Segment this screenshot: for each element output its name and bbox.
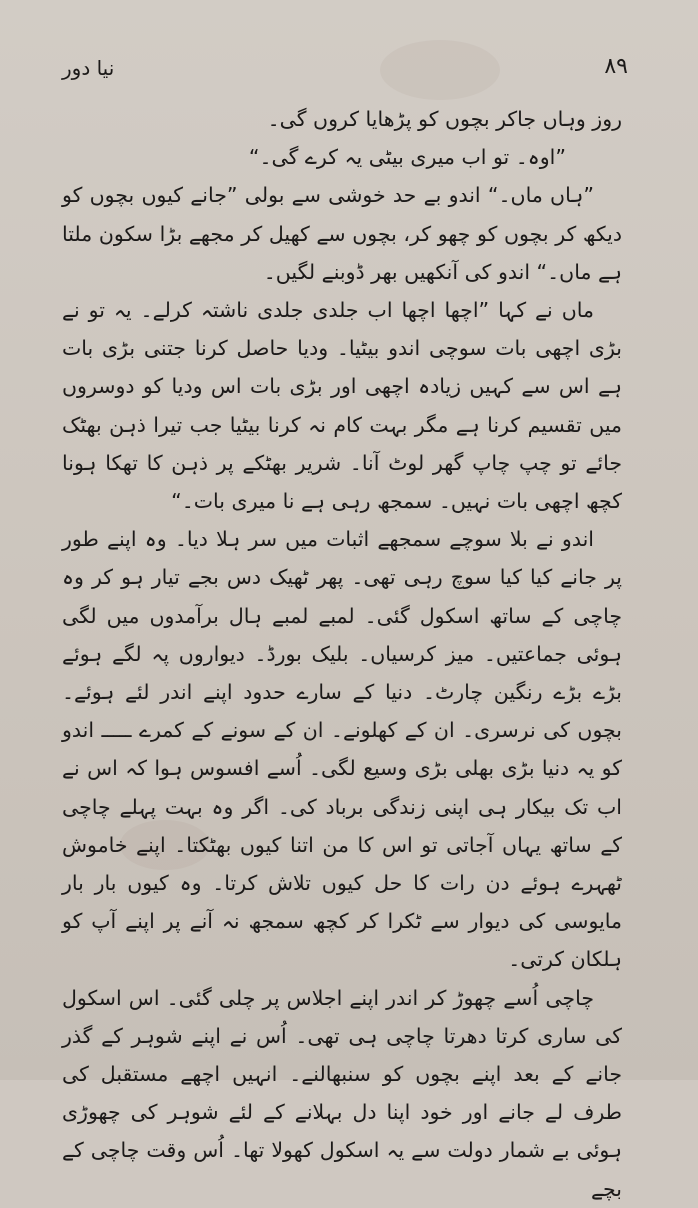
paragraph-5: اندو نے بلا سوچے سمجھے اثبات میں سر ہلا دیا۔ وہ اپنے طور پر جانے کیا کیا سوچ رہی تھی۔ پھر ٹھیک دس بجے تیار ہو کر وہ چاچی کے ساتھ اسکول گئی۔ لمبے لمبے ہال برآمدوں میں لگی ہوئی جماعتیں۔ میز کرسیاں۔ بلیک بورڈ۔ دیواروں پہ لگے ہوئے بڑے بڑے رنگین چارٹ۔ دنیا کے سارے حدود اپنے اندر لئے ہوئے۔ بچوں کی نرسری۔ ان کے کھلونے۔ ان کے سونے کے کمرے ـــــ اندو کو یہ دنیا بڑی بھلی بڑی وسیع لگی۔ اُسے افسوس ہوا کہ اس نے اب تک بیکار ہی اپنی زندگی برباد کی۔ اگر وہ بہت پہلے چاچی کے ساتھ یہاں آجاتی تو اس کا من اتنا کیوں بھٹکتا۔ اپنے خاموش ٹھہرے ہوئے دن رات کا حل کیوں تلاش کرتا۔ وہ کیوں بار بار مایوسی کی دیوار سے ٹکرا کر کچھ سمجھ نہ آنے پر اپنے آپ کو ہلکان کرتی۔ [62,527,622,972]
paragraph-3: ”ہاں ماں۔“ اندو بے حد خوشی سے بولی ”جانے کیوں بچوں کو دیکھ کر بچوں کو چھو کر، بچوں سے کھیل کر مجھے بڑا سکون ملتا ہے ماں۔“ اندو کی آنکھیں بھر ڈوبنے لگیں۔ [62,183,622,284]
page-header [62,54,628,84]
paragraph-1: روز وہاں جاکر بچوں کو پڑھایا کروں گی۔ [267,107,622,131]
article-body [62,100,622,1208]
paragraph-2: ”اوہ۔ تو اب میری بیٹی یہ کرے گی۔“ [248,145,566,170]
page-number: ۸۹ [604,54,628,79]
magazine-name: نیا دور [62,56,115,80]
paragraph-4: ماں نے کہا ”اچھا اچھا اب جلدی جلدی ناشتہ کرلے۔ یہ تو نے بڑی اچھی بات سوچی اندو بیٹیا۔ ودیا حاصل کرنا جتنی بڑی بات ہے اس سے کہیں زیادہ اچھی اور بڑی بات اس ودیا کو دوسروں میں تقسیم کرنا ہے مگر بہت کام نہ کرنا بیٹیا جب تیرا ذہن بھٹک جائے تو چپ چاپ گھر لوٹ آنا۔ شریر بھٹکے پر ذہن کا تھکا ہونا کچھ اچھی بات نہیں۔ سمجھ رہی ہے نا میری بات۔“ [62,298,622,514]
paragraph-6: چاچی اُسے چھوڑ کر اندر اپنے اجلاس پر چلی گئی۔ اس اسکول کی ساری کرتا دھرتا چاچی ہی تھی۔ اُس نے اپنے شوہر کے گذر جانے کے بعد اپنے بچوں کو سنبھالنے۔ انہیں اچھے مستقبل کی طرف لے جانے اور خود اپنا دل بہلانے کے لئے شوہر کی چھوڑی ہوئی بے شمار دولت سے یہ اسکول کھولا تھا۔ اُس وقت چاچی کے بچے [62,985,622,1201]
